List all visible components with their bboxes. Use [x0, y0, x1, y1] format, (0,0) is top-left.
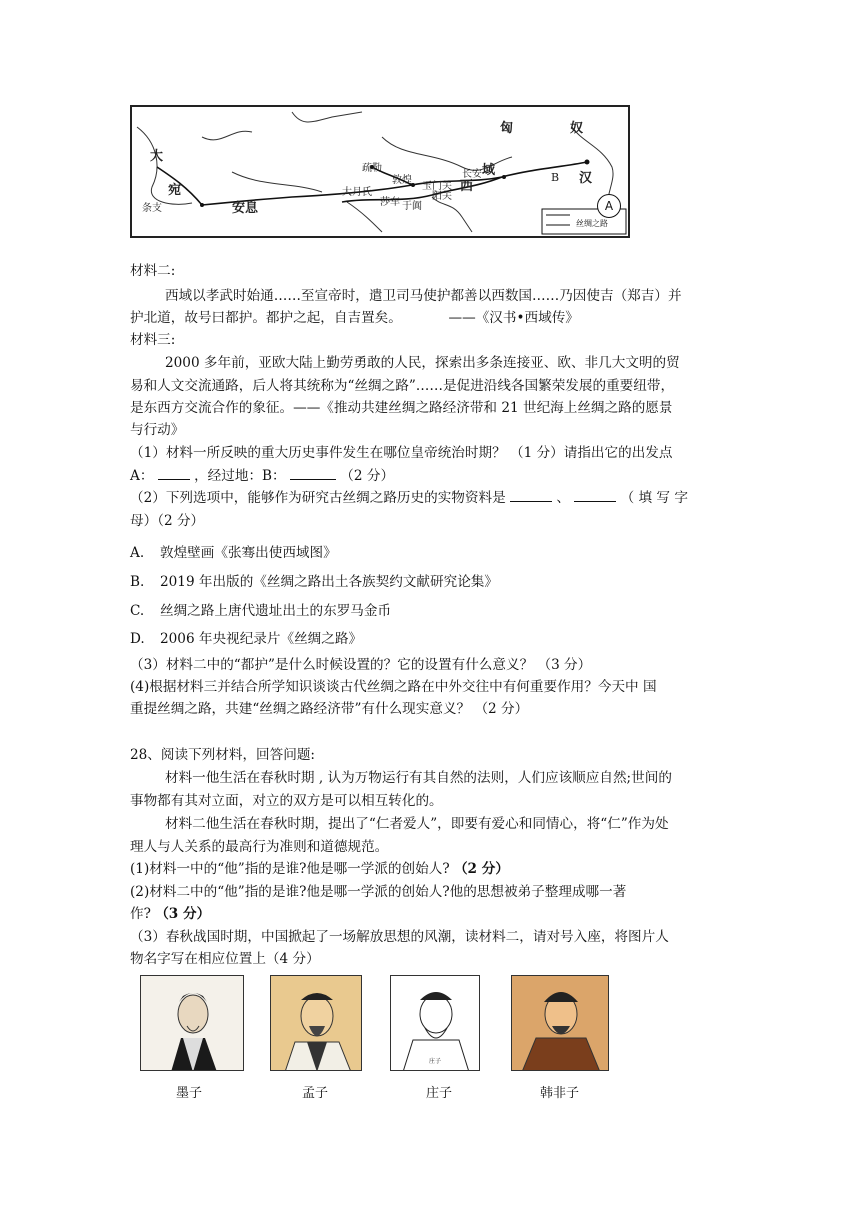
question-2-line2: 母）（2 分）: [130, 513, 205, 529]
option-c-key: C.: [130, 603, 145, 619]
portrait-3-caption: 庄子: [429, 1058, 442, 1065]
answer-blank-q2-1[interactable]: [510, 489, 552, 502]
material2-heading: 材料二:: [130, 263, 176, 279]
q28-sub1-score: （2 分）: [453, 861, 509, 877]
question-2-line1: [130, 488, 688, 509]
q28-material1-line1: 材料一他生活在春秋时期 , 认为万物运行有其自然的法则，人们应该顺应自然;世间的: [165, 770, 672, 786]
portrait-3: [390, 975, 480, 1071]
question-4-line1: (4)根据材料三并结合所学知识谈谈古代丝绸之路在中外交往中有何重要作用？今天中 国: [130, 679, 657, 695]
q28-sub2-text: 作?: [130, 906, 156, 922]
portrait-1-figure: [141, 976, 244, 1071]
material3-line2: 易和人文交流通路，后人将其统称为“丝绸之路”……是促进沿线各国繁荣发展的重要纽带，: [130, 378, 675, 394]
option-a-key: A.: [130, 545, 145, 561]
question-4-line2: 重提丝绸之路，共建“丝绸之路经济带”有什么现实意义？ （2 分）: [130, 701, 529, 717]
q1-label-a: A：: [130, 468, 154, 484]
option-a-text: 敦煌壁画《张骞出使西域图》: [160, 545, 337, 561]
map-label-xiong: 匈: [500, 121, 514, 136]
answer-blank-a[interactable]: [158, 467, 190, 480]
portrait-caption-2: 孟子: [302, 1086, 329, 1101]
answer-blank-q2-2[interactable]: [574, 489, 616, 502]
answer-blank-b[interactable]: [290, 467, 336, 480]
map-label-yumenguan: 玉门关: [422, 181, 452, 192]
q28-sub2-line1: (2)材料二中的“他”指的是谁?他是哪一学派的创始人?他的思想被弟子整理成哪一著: [130, 884, 627, 900]
map-label-anxi: 安息: [232, 201, 259, 216]
question-1-line1: （1）材料一所反映的重大历史事件发生在哪位皇帝统治时期？ （1 分）请指出它的出发点: [130, 445, 673, 461]
map-label-changan: 长安: [462, 169, 482, 180]
portrait-caption-4: 韩非子: [540, 1086, 580, 1101]
portrait-1: [140, 975, 244, 1071]
map-marker-b: B: [551, 171, 560, 184]
map-label-da: 大: [150, 149, 164, 164]
q28-sub2-score: （3 分）: [155, 906, 211, 922]
option-a: [130, 541, 337, 561]
option-c-text: 丝绸之路上唐代遗址出土的东罗马金币: [160, 603, 392, 619]
material3-line1: 2000 多年前，亚欧大陆上勤劳勇敢的人民，探索出多条连接亚、欧、非几大文明的贸: [165, 355, 680, 371]
map-legend: 丝绸之路: [576, 219, 608, 228]
portrait-4-figure: [512, 976, 609, 1071]
material2-line2-text: 护北道，故号曰都护。都护之起，自吉置矣。: [130, 310, 402, 326]
portrait-caption-3: 庄子: [426, 1086, 453, 1101]
q28-sub3-line1: （3）春秋战国时期，中国掀起了一场解放思想的风潮，读材料二，请对号入座，将图片人: [130, 929, 669, 945]
portrait-caption-1: 墨子: [176, 1086, 203, 1101]
map-label-dunhuang: 敦煌: [392, 175, 412, 186]
map-label-han: 汉: [579, 171, 593, 186]
portrait-2-figure: [271, 976, 362, 1071]
q2-tail: （ 填 写 字: [620, 490, 688, 506]
map-label-dayuezhi: 大月氏: [342, 187, 372, 198]
portrait-2: [270, 975, 362, 1071]
map-label-yangguan: 阳关: [432, 191, 452, 202]
map-label-wan: 宛: [168, 183, 182, 198]
map-marker-a: A: [597, 194, 621, 218]
q28-sub3-line2: 物名字写在相应位置上（4 分）: [130, 951, 320, 967]
map-label-yutian: 于阗: [402, 201, 422, 212]
q2-text: （2）下列选项中，能够作为研究古丝绸之路历史的实物资料是: [130, 490, 506, 506]
silk-road-map: [130, 105, 630, 238]
option-d-key: D.: [130, 631, 145, 647]
option-b-text: 2019 年出版的《丝绸之路出土各族契约文献研究论集》: [160, 574, 498, 590]
material2-source: ——《汉书•西域传》: [448, 310, 579, 326]
q28-material2-line2: 理人与人关系的最高行为准则和道德规范。: [130, 839, 389, 855]
map-label-yu: 域: [482, 163, 496, 178]
option-d: [130, 627, 362, 647]
map-label-shule: 疏勒: [362, 163, 382, 174]
question-1-line2: [130, 466, 394, 487]
material3-line3: 是东西方交流合作的象征。——《推动共建丝绸之路经济带和 21 世纪海上丝绸之路的愿景: [130, 400, 673, 416]
option-b: [130, 570, 498, 590]
q1-label-b: ，经过地：B：: [194, 468, 286, 484]
option-d-text: 2006 年央视纪录片《丝绸之路》: [160, 631, 363, 647]
q28-sub1-text: (1)材料一中的“他”指的是谁?他是哪一学派的创始人?: [130, 861, 454, 877]
q28-sub2-line2: [130, 904, 210, 925]
material2-line2: [130, 308, 579, 329]
q28-material1-line2: 事物都有其对立面，对立的双方是可以相互转化的。: [130, 793, 443, 809]
material3-line4: 与行动》: [130, 422, 185, 438]
portrait-4: [511, 975, 609, 1071]
q1-score: （2 分）: [340, 468, 395, 484]
map-label-nu: 奴: [570, 121, 584, 136]
map-label-tiaozhi: 条支: [142, 203, 162, 214]
material3-heading: 材料三:: [130, 332, 176, 348]
option-b-key: B.: [130, 574, 145, 590]
material2-line1: 西域以孝武时始通……至宣帝时，遣卫司马使护都善以西数国……乃因使吉（郑吉）并: [165, 288, 682, 304]
q28-material2-line1: 材料二他生活在春秋时期，提出了“仁者爱人”，即要有爱心和同情心，将“仁”作为处: [165, 816, 669, 832]
q2-sep: 、: [556, 490, 570, 506]
q28-title: 28、阅读下列材料，回答问题:: [130, 747, 316, 763]
map-label-xi: 西: [460, 179, 474, 194]
question-3: （3）材料二中的“都护”是什么时候设置的？它的设置有什么意义？ （3 分）: [130, 657, 592, 673]
q28-sub1: [130, 859, 509, 880]
map-label-shache: 莎车: [380, 197, 400, 208]
option-c: [130, 599, 391, 619]
